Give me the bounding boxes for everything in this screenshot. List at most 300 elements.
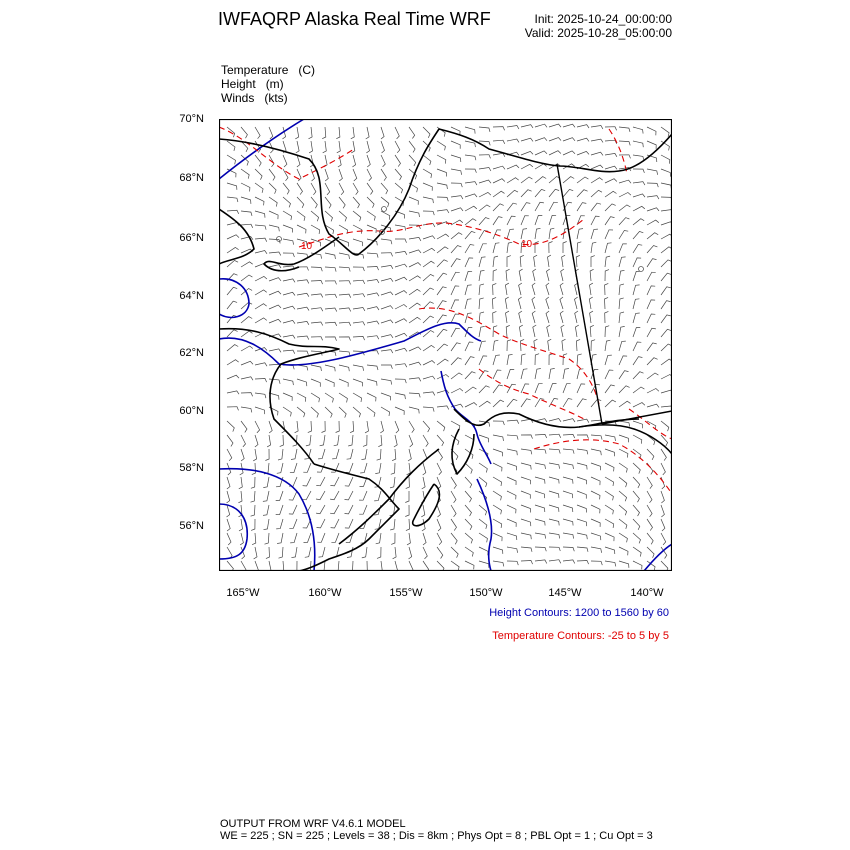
wind-barb — [381, 306, 393, 309]
wind-barb — [241, 393, 253, 397]
wind-barb — [647, 343, 657, 351]
wind-barb — [289, 519, 297, 528]
wind-barb — [546, 311, 549, 323]
wind-barb — [521, 151, 533, 155]
wind-barb — [367, 155, 370, 167]
wind-barb — [521, 505, 530, 513]
wind-barb — [507, 420, 519, 424]
wind-barb — [289, 505, 297, 514]
wind-barb — [605, 191, 617, 197]
wind-barb — [303, 477, 311, 486]
wind-barb — [661, 273, 671, 281]
lon-label-160: 160°W — [308, 587, 342, 599]
wind-barb — [332, 449, 339, 459]
wind-barb — [633, 519, 640, 530]
wind-barb — [633, 299, 639, 309]
wind-barb — [367, 267, 379, 271]
wind-barb — [591, 152, 603, 155]
wind-barb — [227, 197, 238, 202]
wind-barb — [661, 222, 672, 225]
wind-barb — [549, 228, 554, 239]
wind-barb — [619, 284, 624, 295]
wind-barb — [479, 561, 489, 568]
wind-barb — [339, 197, 345, 208]
wind-barb — [492, 297, 496, 309]
wind-barb — [535, 399, 544, 408]
wind-barb — [423, 533, 426, 545]
wind-barb — [437, 519, 441, 531]
lon-label-150: 150°W — [469, 587, 503, 599]
wind-barb — [227, 287, 237, 295]
wind-barb — [535, 124, 547, 127]
wind-barb — [605, 355, 612, 365]
wind-barb — [465, 219, 476, 225]
wind-barb — [409, 362, 421, 365]
wind-barb — [577, 138, 589, 141]
wind-barb — [241, 275, 252, 281]
wind-barb — [661, 127, 669, 137]
wind-barb — [633, 206, 645, 211]
wind-barb — [479, 298, 484, 309]
wind-barb — [549, 434, 561, 438]
wind-barb — [283, 211, 292, 220]
wind-barb — [325, 322, 337, 326]
wind-barb — [465, 403, 477, 407]
wind-barb — [605, 311, 609, 323]
wind-barb — [493, 491, 501, 500]
wind-barb — [535, 189, 545, 197]
wind-barb — [283, 169, 288, 181]
wind-barb — [353, 211, 361, 221]
wind-barb — [311, 365, 321, 371]
wind-barb — [465, 206, 477, 211]
wind-barb — [381, 141, 385, 153]
wind-barb — [367, 280, 379, 283]
wind-barb — [577, 384, 585, 393]
wind-barb — [535, 519, 545, 526]
wind-barb — [521, 435, 533, 439]
wind-barb — [493, 421, 504, 425]
plot-title: IWFAQRP Alaska Real Time WRF — [218, 9, 491, 29]
lat-label-58: 58°N — [179, 462, 204, 474]
wind-barb — [591, 561, 602, 565]
wind-barb — [451, 233, 462, 239]
wind-barb — [423, 261, 435, 267]
wind-barb — [605, 153, 617, 156]
wind-barb — [451, 491, 456, 503]
wind-barb — [521, 203, 530, 211]
wind-barb — [591, 505, 600, 513]
wind-barb — [297, 336, 309, 340]
wind-barb — [255, 379, 267, 383]
height-contour-loop-west — [219, 279, 249, 318]
temperature-contours — [219, 127, 672, 494]
wind-barb — [239, 519, 243, 531]
wind-barb — [339, 281, 351, 285]
wind-barb — [633, 435, 642, 444]
wind-barb — [367, 183, 373, 195]
wind-barb — [423, 197, 433, 203]
wind-barb — [633, 155, 644, 160]
wind-barb — [549, 419, 561, 422]
wind-barb — [549, 151, 561, 155]
wind-barb — [367, 407, 375, 417]
wind-barb — [532, 283, 535, 295]
wind-barb — [605, 505, 613, 514]
wind-barb — [647, 389, 659, 394]
wind-barb — [493, 505, 502, 514]
borders — [557, 164, 672, 424]
wind-barb — [479, 401, 491, 407]
wind-barb — [563, 560, 575, 564]
wind-barb — [330, 505, 339, 514]
wind-barb — [590, 311, 593, 323]
footer-config: WE = 225 ; SN = 225 ; Levels = 38 ; Dis = 8km ; Phys Opt = 8 ; PBL Opt = 1 ; Cu Opt = 3 — [220, 830, 653, 842]
wind-barb — [409, 317, 421, 323]
temp-label-1: 10 — [301, 241, 313, 252]
wind-barb — [381, 393, 391, 400]
wind-barb — [605, 561, 616, 566]
wind-barb — [661, 183, 671, 189]
wind-barb — [255, 127, 260, 139]
temp-label-2: 10 — [521, 239, 533, 250]
wind-barb — [633, 547, 641, 557]
wind-barb — [227, 169, 236, 177]
wind-barb — [409, 263, 421, 267]
wind-barb — [319, 547, 326, 557]
wind-barb — [479, 155, 491, 159]
wind-barb — [549, 560, 561, 564]
wind-barb — [465, 372, 476, 379]
wind-barb — [506, 325, 510, 337]
wind-barb — [507, 463, 517, 470]
wind-barb — [535, 369, 541, 380]
wind-barb — [347, 449, 353, 459]
wind-barb — [560, 283, 563, 295]
wind-barb — [325, 379, 334, 387]
wind-barb — [311, 267, 322, 271]
wind-barb — [507, 519, 516, 527]
wind-barb — [549, 242, 553, 254]
wind-barb — [521, 399, 531, 407]
wind-barb — [521, 164, 533, 169]
wind-barb — [549, 491, 559, 498]
wind-barb — [591, 435, 602, 440]
wind-barb — [390, 519, 395, 530]
wind-barb — [241, 169, 249, 179]
wind-barb — [647, 127, 656, 135]
wind-barb — [633, 505, 640, 516]
wind-barb — [395, 277, 407, 281]
wind-barb — [507, 178, 519, 183]
wind-barb — [276, 519, 283, 529]
wind-barb — [381, 265, 393, 268]
wind-barb — [507, 242, 512, 253]
wrf-map — [219, 119, 672, 571]
wind-barb — [395, 239, 407, 243]
wind-barb — [605, 340, 610, 351]
wind-barb — [560, 311, 563, 323]
wind-barb — [423, 155, 431, 165]
wind-barb — [381, 320, 393, 323]
wind-barb — [421, 505, 425, 517]
wind-barb — [661, 197, 672, 201]
wind-barb — [563, 491, 573, 498]
wind-barb — [465, 491, 472, 502]
lat-label-70: 70°N — [179, 113, 204, 125]
wind-barb — [437, 234, 449, 239]
wind-barb — [507, 340, 511, 351]
wind-barb — [290, 463, 297, 473]
wind-barb — [409, 276, 421, 281]
wind-barb — [276, 505, 283, 515]
wind-barb — [577, 242, 581, 253]
wind-barb — [521, 216, 529, 225]
wind-barb — [619, 205, 630, 211]
wind-barb — [465, 477, 472, 488]
wind-barb — [409, 289, 421, 295]
wind-barb — [325, 393, 333, 402]
wind-barb — [563, 519, 573, 526]
wind-barb — [283, 320, 295, 323]
wind-barb — [381, 211, 390, 220]
wind-barb — [493, 463, 502, 471]
wind-barb — [297, 379, 307, 386]
wind-barb — [590, 269, 594, 281]
wind-barb — [227, 421, 234, 432]
wind-barb — [619, 533, 627, 542]
wind-barb — [647, 208, 659, 211]
coast-west — [219, 209, 254, 264]
field-winds: Winds (kts) — [221, 91, 288, 105]
wind-barb — [291, 449, 297, 460]
wind-barb — [520, 339, 524, 351]
wind-barb — [549, 519, 559, 525]
wind-barb — [269, 225, 279, 231]
wind-barb — [366, 141, 369, 153]
wind-barb — [283, 279, 295, 282]
wind-barb — [479, 341, 486, 351]
wind-barb — [647, 314, 655, 323]
wind-barb — [563, 242, 567, 254]
wind-barb — [409, 378, 421, 382]
wind-barb — [227, 235, 239, 239]
wind-barb — [297, 183, 303, 195]
wind-barb — [267, 435, 271, 447]
wind-barb — [619, 477, 627, 487]
wind-barb — [605, 179, 617, 183]
wind-barb — [451, 141, 460, 149]
wind-barb — [507, 547, 518, 553]
wind-barb — [661, 287, 671, 295]
wind-barb — [661, 421, 669, 431]
wind-barb — [563, 547, 574, 551]
wind-barb — [279, 547, 284, 558]
wind-barb — [297, 293, 309, 296]
wind-barb — [465, 127, 475, 134]
wind-barb — [465, 271, 472, 281]
wind-barb — [437, 315, 447, 323]
wind-barb — [255, 211, 265, 218]
wind-barb — [605, 217, 615, 225]
wind-barb — [479, 180, 491, 183]
wind-barb — [591, 139, 603, 142]
wind-barb — [577, 463, 587, 470]
wind-barb — [241, 262, 253, 267]
wind-barb — [549, 368, 555, 379]
wind-barb — [465, 182, 477, 186]
wind-barbs — [227, 124, 673, 571]
wind-barb — [395, 141, 400, 153]
wind-barb — [479, 533, 487, 542]
wind-barb — [409, 561, 413, 571]
wind-barb — [546, 297, 549, 309]
wind-barb — [633, 421, 643, 428]
wind-barb — [661, 359, 672, 365]
wind-barb — [255, 304, 267, 309]
wind-barb — [647, 519, 653, 531]
wind-barb — [591, 178, 603, 183]
wind-barb — [255, 561, 259, 571]
wind-barb — [493, 256, 498, 267]
wind-barb — [451, 183, 462, 187]
wind-barb — [633, 342, 641, 351]
wind-barb — [549, 138, 561, 142]
wind-barb — [563, 533, 574, 539]
wind-barb — [241, 377, 253, 380]
wind-barb — [251, 477, 255, 488]
wind-barb — [547, 325, 550, 337]
wind-barb — [303, 463, 311, 472]
wind-barb — [647, 491, 652, 503]
wind-barb — [304, 533, 312, 543]
wind-barb — [240, 533, 243, 545]
wind-barb — [227, 477, 230, 489]
wind-barb — [619, 270, 625, 281]
wind-barb — [364, 561, 368, 571]
wind-barb — [241, 127, 247, 138]
wind-barb — [619, 326, 625, 337]
lat-label-56: 56°N — [179, 520, 204, 532]
temperature-contour-info: Temperature Contours: -25 to 5 by 5 — [492, 630, 669, 642]
wind-barb — [633, 194, 645, 197]
wind-barb — [577, 519, 587, 526]
wind-barb — [409, 127, 415, 139]
wind-barb — [269, 252, 281, 256]
wind-barb — [255, 318, 267, 323]
wind-barb — [647, 547, 654, 558]
wind-barb — [493, 340, 498, 351]
wind-barb — [577, 177, 588, 183]
coast-kenai — [452, 429, 474, 474]
wind-barb — [520, 255, 524, 267]
wind-barb — [563, 449, 574, 454]
wind-barb — [351, 127, 355, 139]
wind-barb — [507, 216, 516, 225]
height-contour-sw1 — [219, 469, 315, 571]
wind-barb — [535, 354, 539, 365]
wind-barb — [268, 561, 271, 571]
wind-barb — [255, 251, 267, 254]
wind-barb — [437, 435, 444, 446]
wind-barb — [493, 270, 497, 281]
wind-barb — [661, 390, 672, 393]
wind-barb — [381, 239, 392, 244]
wind-barb — [297, 225, 306, 233]
wind-barb — [291, 547, 297, 558]
wind-barb — [647, 404, 659, 407]
wind-barb — [283, 155, 287, 167]
wind-barb — [493, 283, 497, 295]
wind-barb — [521, 533, 531, 539]
wind-barb — [395, 421, 399, 433]
wind-barb — [451, 246, 461, 254]
wind-barb — [254, 547, 257, 559]
wind-barb — [283, 292, 295, 295]
wind-barb — [605, 449, 615, 456]
wind-barb — [549, 449, 560, 454]
wind-barb — [549, 505, 559, 512]
wind-barb — [633, 561, 642, 569]
wind-barb — [465, 547, 473, 557]
wind-barb — [283, 393, 292, 401]
wind-barb — [519, 311, 522, 323]
wind-barb — [269, 265, 281, 268]
wind-barb — [465, 194, 477, 197]
wind-barb — [493, 370, 501, 379]
wind-barb — [591, 242, 596, 253]
wind-barb — [241, 197, 251, 204]
wind-barb — [391, 463, 395, 474]
wind-barb — [331, 519, 339, 528]
wind-barb — [255, 407, 265, 414]
wind-barb — [451, 196, 463, 200]
lat-label-60: 60°N — [179, 405, 204, 417]
wind-barb — [479, 284, 484, 295]
wind-barb — [647, 141, 656, 149]
wind-barb — [379, 561, 383, 571]
wind-barb — [325, 281, 337, 285]
wind-barb — [395, 379, 406, 383]
wind-barb — [563, 399, 572, 408]
wind-barb — [367, 197, 374, 208]
wind-barb — [255, 435, 258, 447]
wind-barb — [563, 189, 573, 197]
wind-barb — [394, 561, 397, 571]
wind-barb — [479, 218, 489, 226]
wind-barb — [437, 197, 448, 201]
wind-barb — [591, 477, 600, 485]
wind-barb — [227, 330, 238, 337]
wind-barb — [633, 387, 644, 393]
wind-barb — [605, 166, 617, 169]
wind-barb — [633, 463, 640, 474]
wind-barb — [297, 307, 309, 310]
wind-barb — [283, 306, 295, 309]
wind-barb — [252, 533, 256, 545]
wind-barb — [283, 350, 295, 354]
wind-barb — [506, 311, 510, 323]
wind-barb — [395, 155, 401, 167]
wind-barb — [535, 215, 542, 225]
wind-barb — [269, 211, 278, 219]
wind-barb — [349, 561, 353, 571]
wind-barb — [519, 325, 522, 337]
wind-barb — [605, 140, 617, 144]
wind-barb — [395, 264, 407, 267]
wind-barb — [367, 379, 377, 386]
wind-barb — [437, 561, 444, 571]
